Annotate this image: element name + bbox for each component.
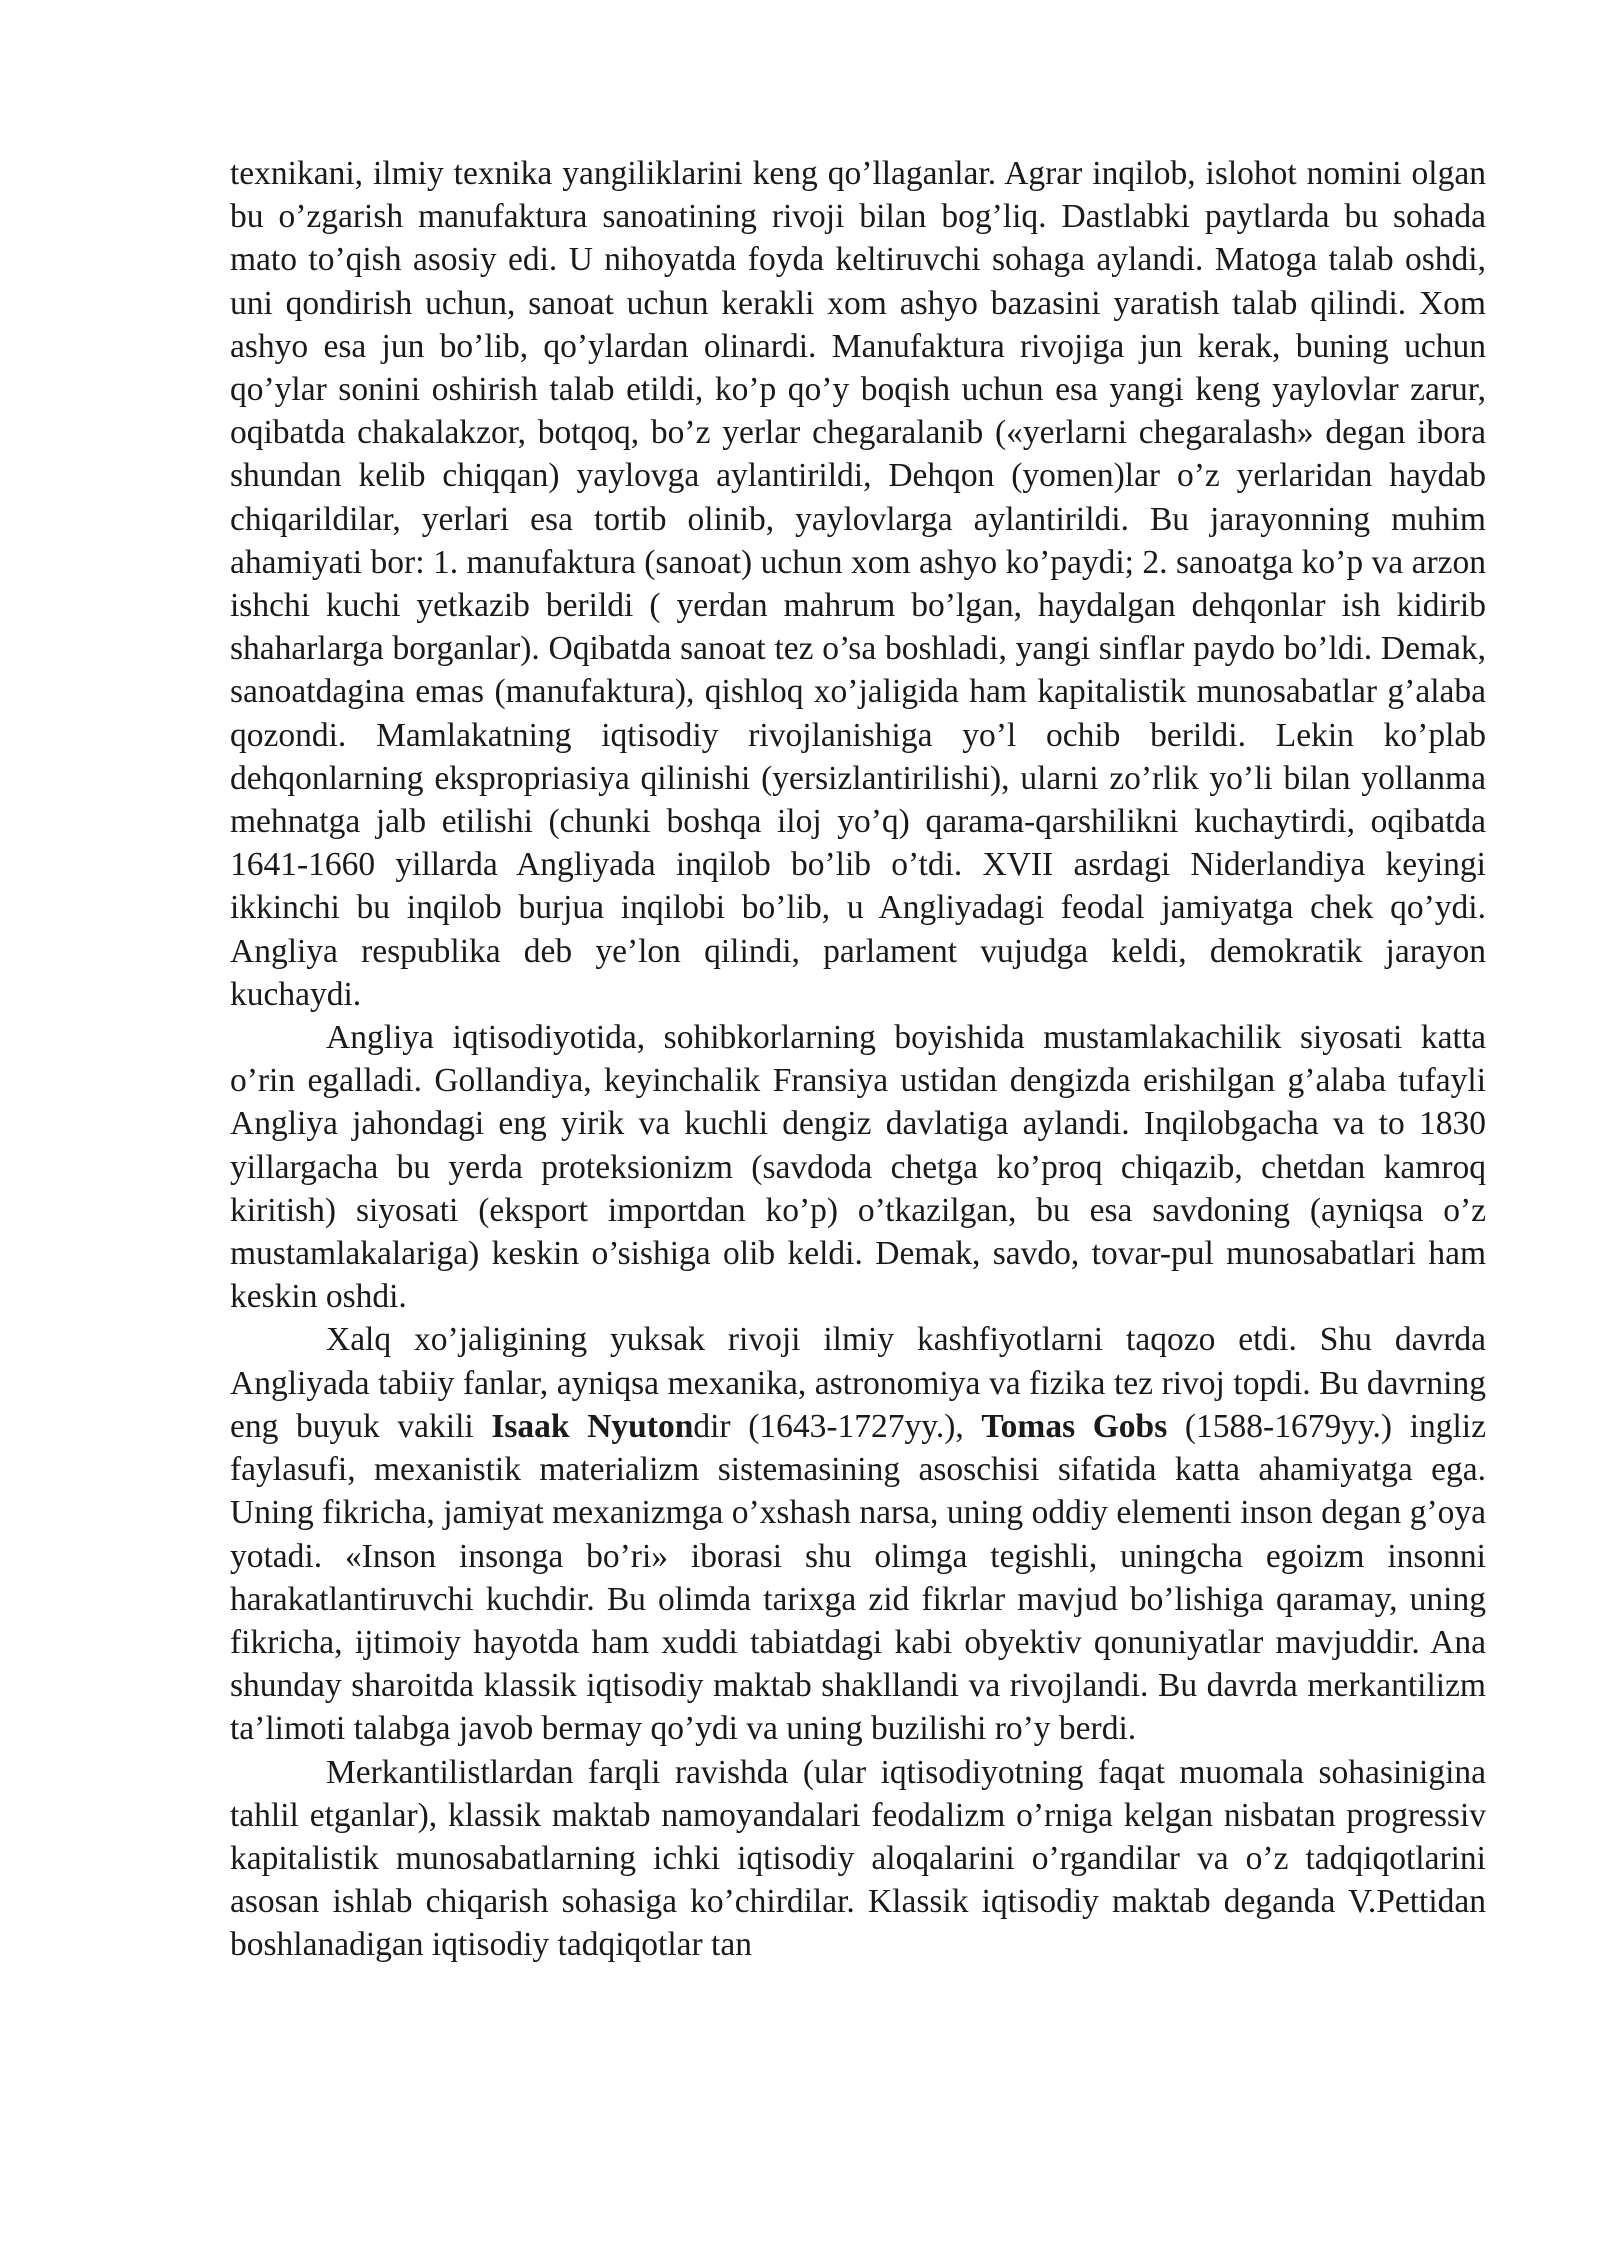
paragraph-3-text-a: Xalq xo’jaligining yuksak rivoji ilmiy kashfiyotlarni taqozo etdi. Shu davrda Angliyada tabiiy fanlar, ayniqsa mexanika, astronomiya va fizika tez rivoj topdi. Bu davrning eng buyuk vakili — [230, 1321, 1486, 1445]
paragraph-3-text-c: (1588-1679yy.) ingliz faylasufi, mexanistik materializm sistemasining asoschisi sifatida katta ahamiyatga ega. Uning fikricha, jamiyat mexanizmga o’xshash narsa, uning oddiy elementi inson degan g’oya yotadi. «Inson insonga bo’ri» iborasi shu olimga tegishli, uningcha egoizm insonni harakatlantiruvchi kuchdir. Bu olimda tarixga zid fikrlar mavjud bo’lishiga qaramay, uning fikricha, ijtimoiy hayotda ham xuddi tabiatdagi kabi obyektiv qonuniyatlar mavjuddir. Ana shunday sharoitda klassik iqtisodiy maktab shakllandi va rivojlandi. Bu davrda merkantilizm ta’limoti talabga javob bermay qo’ydi va uning buzilishi ro’y berdi. — [230, 1407, 1486, 1748]
paragraph-3-text-b: dir (1643-1727yy.), — [693, 1407, 982, 1445]
name-tomas-gobs: Tomas Gobs — [981, 1407, 1168, 1445]
paragraph-4: Merkantilistlardan farqli ravishda (ular iqtisodiyotning faqat muomala sohasinigina tahlil etganlar), klassik maktab namoyandalari feodalizm o’rniga kelgan nisbatan progressiv kapitalistik munosabatlarning ichki iqtisodiy aloqalarini o’rgandilar va o’z tadqiqotlarini asosan ishlab chiqarish sohasiga ko’chirdilar. Klassik iqtisodiy maktab deganda V.Pettidan boshlanadigan iqtisodiy tadqiqotlar tan — [230, 1753, 1486, 1964]
document-page — [230, 152, 1486, 1967]
paragraph-2: Angliya iqtisodiyotida, sohibkorlarning boyishida mustamlakachilik siyosati katta o’rin egalladi. Gollandiya, keyinchalik Fransiya ustidan dengizda erishilgan g’alaba tufayli Angliya jahondagi eng yirik va kuchli dengiz davlatiga aylandi. Inqilobgacha va to 1830 yillargacha bu yerda proteksionizm (savdoda chetga ko’proq chiqazib, chetdan kamroq kiritish) siyosati (eksport importdan ko’p) o’tkazilgan, bu esa savdoning (ayniqsa o’z mustamlakalariga) keskin o’sishiga olib keldi. Demak, savdo, tovar-pul munosabatlari ham keskin oshdi. — [230, 1019, 1486, 1316]
paragraph-1: texnikani, ilmiy texnika yangiliklarini keng qo’llaganlar. Agrar inqilob, islohot nomini olgan bu o’zgarish manufaktura sanoatining rivoji bilan bog’liq. Dastlabki paytlarda bu sohada mato to’qish asosiy edi. U nihoyatda foyda keltiruvchi sohaga aylandi. Matoga talab oshdi, uni qondirish uchun, sanoat uchun kerakli xom ashyo bazasini yaratish talab qilindi. Xom ashyo esa jun bo’lib, qo’ylardan olinardi. Manufaktura rivojiga jun kerak, buning uchun qo’ylar sonini oshirish talab etildi, ko’p qo’y boqish uchun esa yangi keng yaylovlar zarur, oqibatda chakalakzor, botqoq, bo’z yerlar chegaralanib («yerlarni chegaralash» degan ibora shundan kelib chiqqan) yaylovga aylantirildi, Dehqon (yomen)lar o’z yerlaridan haydab chiqarildilar, yerlari esa tortib olinib, yaylovlarga aylantirildi. Bu jarayonning muhim ahamiyati bor: 1. manufaktura (sanoat) uchun xom ashyo ko’paydi; 2. sanoatga ko’p va arzon ishchi kuchi yetkazib berildi ( yerdan mahrum bo’lgan, haydalgan dehqonlar ish kidirib shaharlarga borganlar). Oqibatda sanoat tez o’sa boshladi, yangi sinflar paydo bo’ldi. Demak, sanoatdagina emas (manufaktura), qishloq xo’jaligida ham kapitalistik munosabatlar g’alaba qozondi. Mamlakatning iqtisodiy rivojlanishiga yo’l ochib berildi. Lekin ko’plab dehqonlarning ekspropriasiya qilinishi (yersizlantirilishi), ularni zo’rlik yo’li bilan yollanma mehnatga jalb etilishi (chunki boshqa iloj yo’q) qarama-qarshilikni kuchaytirdi, oqibatda 1641-1660 yillarda Angliyada inqilob bo’lib o’tdi. XVII asrdagi Niderlandiya keyingi ikkinchi bu inqilob burjua inqilobi bo’lib, u Angliyadagi feodal jamiyatga chek qo’ydi. Angliya respublika deb ye’lon qilindi, parlament vujudga keldi, demokratik jarayon kuchaydi. — [230, 155, 1486, 1013]
name-isaak-nyuton: Isaak Nyuton — [491, 1407, 694, 1445]
paragraph-3 — [230, 1318, 1486, 1750]
